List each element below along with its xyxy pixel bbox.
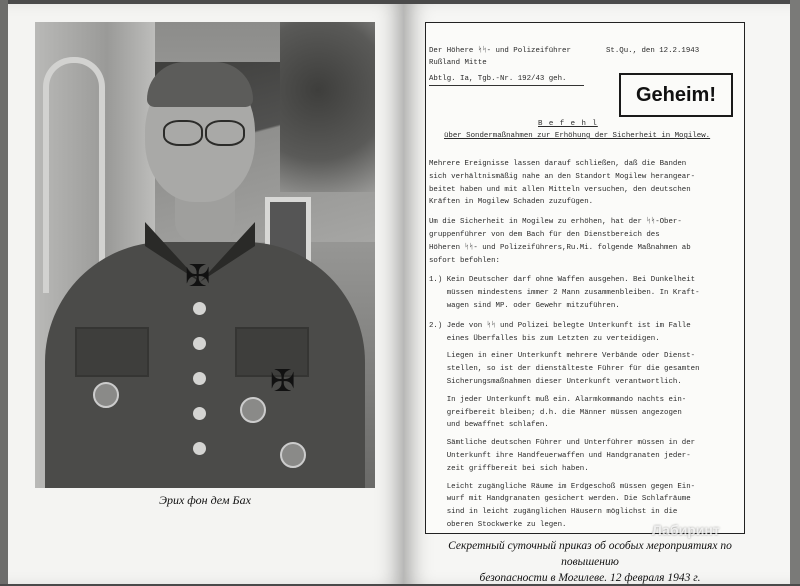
doc-line: zeit griffbereit bei sich haben. (429, 464, 589, 473)
doc-line: beitet haben und mit allen Mitteln versuchen, den deutschen (429, 185, 691, 194)
breast-pocket-left (75, 327, 149, 377)
doc-line: stellen, so ist der dienstälteste Führer für die gesamten (429, 365, 700, 374)
page-edge-right (790, 0, 800, 584)
uniform-button (193, 372, 206, 385)
doc-line: wurf mit Handgranaten gesichert werden. Die Schlafräume (429, 495, 691, 504)
uniform-button (193, 302, 206, 315)
document-facsimile (425, 22, 745, 534)
doc-line: müssen mindestens immer 2 Mann zusammenbleiben. In Kraft- (429, 289, 700, 298)
medal-badge (93, 382, 119, 408)
photo-arch (43, 57, 105, 293)
doc-line: sind in leicht zugänglichen Häusern möglichst in die (429, 508, 678, 517)
uniform-button (193, 337, 206, 350)
medal-badge (280, 442, 306, 468)
doc-line: Liegen in einer Unterkunft mehrere Verbände oder Dienst- (429, 352, 696, 361)
portrait-photo (35, 22, 375, 488)
doc-line: Höheren ᛋᛋ- und Polizeiführers,Ru.Mi. folgende Maßnahmen ab (429, 243, 691, 252)
doc-subheading: über Sondermaßnahmen zur Erhöhung der Sicherheit in Mogilew. (444, 132, 711, 140)
knights-cross-icon: ✠ (185, 259, 211, 294)
doc-heading: B e f e h l (538, 120, 598, 128)
doc-line: oberen Stockwerke zu legen. (429, 521, 567, 529)
doc-line: 1.) Kein Deutscher darf ohne Waffen ausgehen. Bei Dunkelheit (429, 276, 696, 285)
doc-reference-underline (429, 85, 584, 86)
doc-line: Um die Sicherheit in Mogilew zu erhöhen, hat der ᛋᛋ-Ober- (429, 218, 682, 227)
hair (147, 62, 253, 107)
doc-sender-line2: Rußland Mitte (429, 59, 487, 67)
uniform-button (193, 407, 206, 420)
doc-line: gruppenführer von dem Bach für den Dienstbereich des (429, 231, 660, 239)
doc-line: Kräften in Mogilew Schaden zuzufügen. (429, 198, 594, 207)
caption-line-1: Секретный суточный приказ об особых мероприятиях по повышению (448, 540, 732, 568)
doc-line: Sämtliche deutschen Führer und Unterführer müssen in der (429, 439, 696, 448)
doc-place-date: St.Qu., den 12.2.1943 (606, 47, 700, 55)
photo-caption: Эрих фон дем Бах (159, 493, 251, 507)
secret-stamp: Geheim! (619, 73, 733, 117)
doc-line: eines Überfalles bis zum Letzten zu verteidigen. (429, 334, 660, 343)
page-edge-left (0, 0, 8, 584)
doc-line: Sicherungsmaßnahmen dieser Unterkunft verantwortlich. (429, 378, 682, 386)
photo-trees (280, 22, 375, 192)
doc-line: greifbereit bleiben; d.h. die Männer müssen angezogen (429, 408, 682, 417)
glasses-lens-right (205, 120, 245, 146)
doc-line: In jeder Unterkunft muß ein. Alarmkommando nachts ein- (429, 395, 687, 404)
doc-sender-line1: Der Höhere ᛋᛋ- und Polizeiführer (429, 47, 571, 55)
doc-line: sich verhältnismäßig nahe an den Standort Mogilew herangear- (429, 172, 696, 181)
doc-line: Unterkunft ihre Handfeuerwaffen und Handgranaten jeder- (429, 452, 691, 460)
iron-cross-icon: ✠ (270, 364, 296, 399)
watermark: Лабиринт (652, 522, 720, 538)
doc-line: und bewaffnet schlafen. (429, 421, 549, 430)
doc-line: wagen sind MP. oder Gewehr mitzuführen. (429, 302, 620, 310)
doc-line: 2.) Jede von ᛋᛋ und Polizei belegte Unterkunft ist im Falle (429, 321, 691, 330)
doc-line: Mehrere Ereignisse lassen darauf schließen, daß die Banden (429, 160, 687, 168)
document-caption (430, 538, 750, 586)
doc-reference: Abtlg. Ia, Tgb.-Nr. 192/43 geh. (429, 75, 567, 83)
uniform-button (193, 442, 206, 455)
glasses-lens-left (163, 120, 203, 146)
doc-line: sofort befohlen: (429, 256, 500, 265)
medal-badge (240, 397, 266, 423)
caption-line-2: безопасности в Могилеве. 12 февраля 1943 г. (479, 572, 701, 584)
doc-line: Leicht zugängliche Räume im Erdgeschoß müssen gegen Ein- (429, 482, 696, 491)
